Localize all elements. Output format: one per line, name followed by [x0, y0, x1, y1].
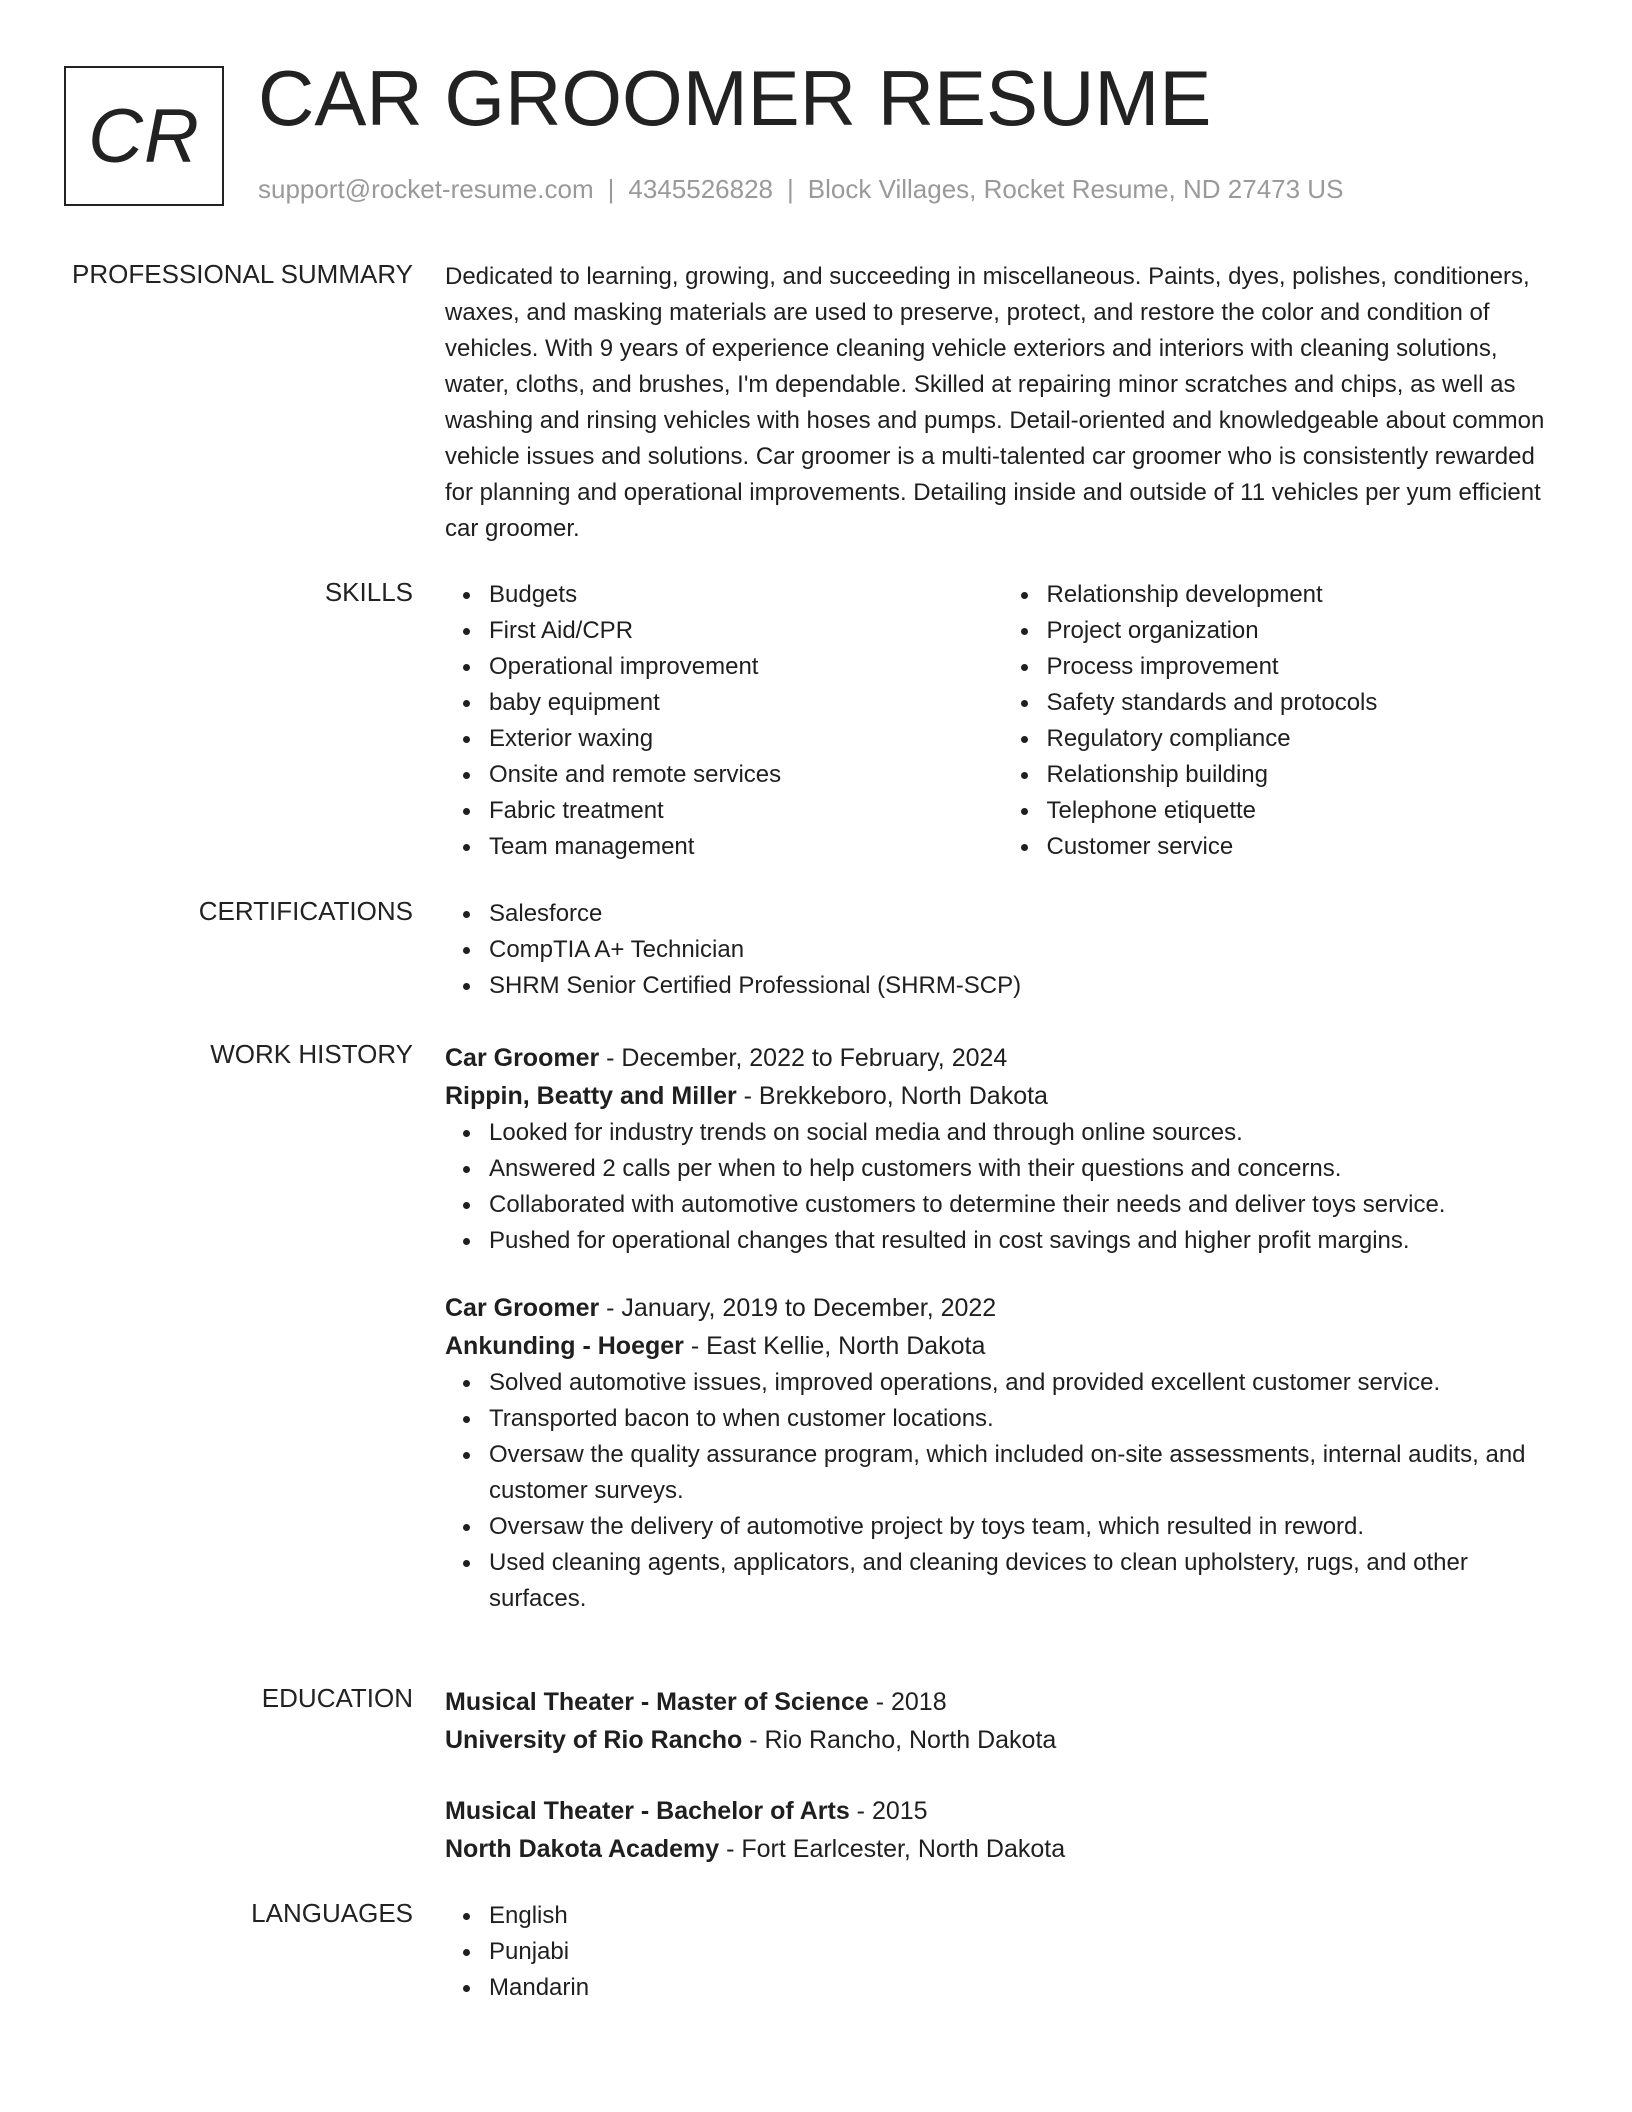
contact-separator: |: [787, 174, 794, 204]
certifications-list: [445, 896, 1560, 1004]
language-item: Punjabi: [489, 1934, 1560, 1970]
job-company: Rippin, Beatty and Miller: [445, 1082, 737, 1110]
education-school: North Dakota Academy: [445, 1835, 720, 1863]
skill-item: Telephone etiquette: [1047, 793, 1561, 829]
summary-body: [445, 259, 1560, 547]
work-history-body: [445, 1039, 1560, 1617]
section-label-skills: SKILLS: [324, 577, 413, 607]
certification-item: SHRM Senior Certified Professional (SHRM-SCP): [489, 968, 1560, 1004]
job-company: Ankunding - Hoeger: [445, 1332, 684, 1360]
job-bullet: Oversaw the delivery of automotive project by toys team, which resulted in reword.: [489, 1509, 1560, 1545]
skills-list-right: [1003, 577, 1561, 865]
monogram-badge: CR: [64, 66, 224, 206]
education-entry: [445, 1683, 1560, 1759]
education-entry: [445, 1792, 1560, 1868]
section-label-languages: LANGUAGES: [251, 1898, 413, 1928]
education-school-line: [445, 1721, 1560, 1759]
education-year: - 2018: [868, 1688, 947, 1716]
education-school-line: [445, 1830, 1560, 1868]
job-bullet: Pushed for operational changes that resulted in cost savings and higher profit margins.: [489, 1223, 1560, 1259]
education-degree: Musical Theater - Master of Science: [445, 1688, 869, 1716]
job-bullet-list: [445, 1365, 1560, 1617]
job-bullet: Transported bacon to when customer locations.: [489, 1401, 1560, 1437]
job-bullet: Oversaw the quality assurance program, which included on-site assessments, internal audits, and customer surveys.: [489, 1437, 1560, 1509]
skill-item: First Aid/CPR: [489, 613, 1003, 649]
education-degree-line: [445, 1683, 1560, 1721]
languages-list: [445, 1898, 1560, 2006]
skill-item: Relationship development: [1047, 577, 1561, 613]
contact-line: [258, 174, 1343, 205]
job-bullet: Used cleaning agents, applicators, and cleaning devices to clean upholstery, rugs, and other surfaces.: [489, 1545, 1560, 1617]
job-bullet: Answered 2 calls per when to help customers with their questions and concerns.: [489, 1151, 1560, 1187]
skill-item: Operational improvement: [489, 649, 1003, 685]
job-dates: - January, 2019 to December, 2022: [599, 1294, 997, 1322]
education-location: - Rio Rancho, North Dakota: [742, 1726, 1057, 1754]
language-item: Mandarin: [489, 1970, 1560, 2006]
job-entry: [445, 1039, 1560, 1259]
skill-item: Budgets: [489, 577, 1003, 613]
skill-item: Team management: [489, 829, 1003, 865]
job-title: Car Groomer: [445, 1044, 600, 1072]
skill-item: Exterior waxing: [489, 721, 1003, 757]
job-location: - Brekkeboro, North Dakota: [736, 1082, 1048, 1110]
skill-item: Onsite and remote services: [489, 757, 1003, 793]
contact-email[interactable]: support@rocket-resume.com: [258, 174, 594, 204]
education-degree: Musical Theater - Bachelor of Arts: [445, 1797, 850, 1825]
job-bullet: Collaborated with automotive customers to determine their needs and deliver toys service.: [489, 1187, 1560, 1223]
skill-item: baby equipment: [489, 685, 1003, 721]
languages-body: [445, 1898, 1560, 2006]
certifications-body: [445, 896, 1560, 1004]
job-bullet: Solved automotive issues, improved operations, and provided excellent customer service.: [489, 1365, 1560, 1401]
job-entry: [445, 1289, 1560, 1617]
certification-item: CompTIA A+ Technician: [489, 932, 1560, 968]
skill-item: Safety standards and protocols: [1047, 685, 1561, 721]
education-degree-line: [445, 1792, 1560, 1830]
summary-text: Dedicated to learning, growing, and succeeding in miscellaneous. Paints, dyes, polishes, conditioners, waxes, and masking materials are used to preserve, protect, and restore the color and condition of vehicles. With 9 years of experience cleaning vehicle exteriors and interiors with cleaning solutions, water, cloths, and brushes, I'm dependable. Skilled at repairing minor scratches and chips, as well as washing and rinsing vehicles with hoses and pumps. Detail-oriented and knowledgeable about common vehicle issues and solutions. Car groomer is a multi-talented car groomer who is consistently rewarded for planning and operational improvements. Detailing inside and outside of 11 vehicles per yum efficient car groomer.: [445, 263, 1545, 542]
skill-item: Customer service: [1047, 829, 1561, 865]
section-label-education: EDUCATION: [261, 1683, 413, 1713]
skills-list-left: [445, 577, 1003, 865]
certification-item: Salesforce: [489, 896, 1560, 932]
skill-item: Process improvement: [1047, 649, 1561, 685]
job-title-line: [445, 1289, 1560, 1327]
contact-address: Block Villages, Rocket Resume, ND 27473 US: [807, 174, 1344, 204]
skill-item: Fabric treatment: [489, 793, 1003, 829]
job-title: Car Groomer: [445, 1294, 600, 1322]
section-label-summary: PROFESSIONAL SUMMARY: [72, 259, 413, 289]
education-year: - 2015: [849, 1797, 928, 1825]
skill-item: Relationship building: [1047, 757, 1561, 793]
job-location: - East Kellie, North Dakota: [683, 1332, 986, 1360]
education-location: - Fort Earlcester, North Dakota: [719, 1835, 1066, 1863]
skill-item: Regulatory compliance: [1047, 721, 1561, 757]
section-label-work-history: WORK HISTORY: [210, 1039, 413, 1069]
section-label-certifications: CERTIFICATIONS: [198, 896, 413, 926]
job-dates: - December, 2022 to February, 2024: [599, 1044, 1008, 1072]
education-school: University of Rio Rancho: [445, 1726, 743, 1754]
job-bullet: Looked for industry trends on social media and through online sources.: [489, 1115, 1560, 1151]
job-bullet-list: [445, 1115, 1560, 1259]
language-item: English: [489, 1898, 1560, 1934]
contact-separator: |: [607, 174, 615, 204]
job-company-line: [445, 1077, 1560, 1115]
job-company-line: [445, 1327, 1560, 1365]
contact-phone[interactable]: 4345526828: [628, 174, 773, 204]
skill-item: Project organization: [1047, 613, 1561, 649]
job-title-line: [445, 1039, 1560, 1077]
resume-title: CAR GROOMER RESUME: [258, 54, 1212, 142]
education-body: [445, 1683, 1560, 1868]
skills-body: [445, 577, 1560, 865]
